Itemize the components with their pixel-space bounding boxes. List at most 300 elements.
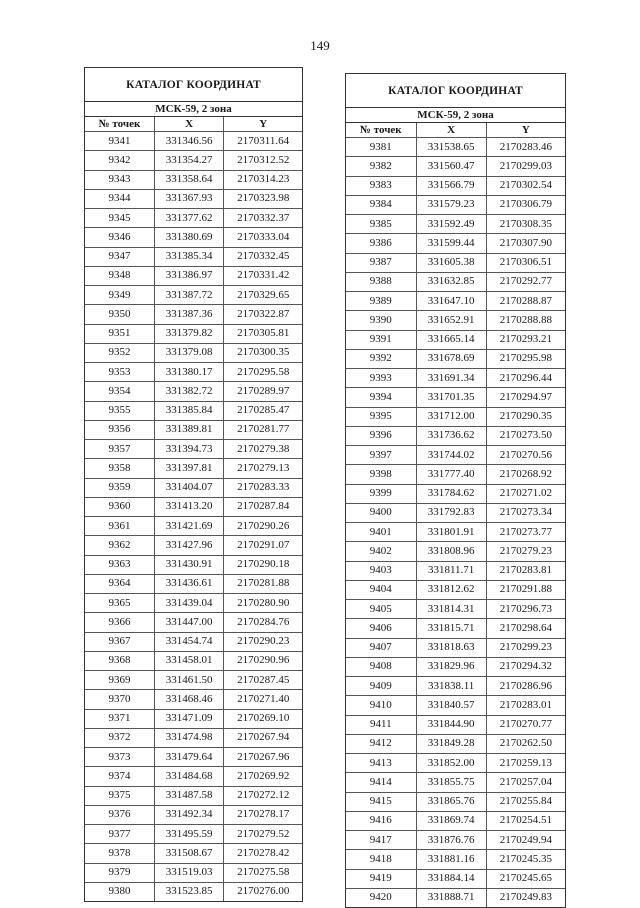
point-number-cell: 9405: [346, 600, 416, 619]
point-number-cell: 9349: [85, 286, 154, 305]
y-coordinate-cell: 2170269.10: [224, 709, 302, 728]
y-coordinate-cell: 2170302.54: [486, 176, 565, 195]
x-coordinate-cell: 331474.98: [154, 728, 223, 747]
y-coordinate-cell: 2170295.58: [224, 363, 302, 382]
catalog-zone: МСК-59, 2 зона: [346, 108, 565, 123]
point-number-cell: 9357: [85, 440, 154, 459]
x-coordinate-cell: 331454.74: [154, 632, 223, 651]
point-number-cell: 9350: [85, 305, 154, 324]
table-row: [85, 844, 302, 863]
x-coordinate-cell: 331818.63: [416, 638, 486, 657]
y-coordinate-cell: 2170283.46: [486, 138, 565, 157]
x-coordinate-cell: 331484.68: [154, 767, 223, 786]
point-number-cell: 9385: [346, 215, 416, 234]
table-row: [346, 311, 565, 330]
table-row: [85, 363, 302, 382]
y-coordinate-cell: 2170259.13: [486, 754, 565, 773]
table-row: [346, 792, 565, 811]
x-coordinate-cell: 331436.61: [154, 574, 223, 593]
y-coordinate-cell: 2170249.83: [486, 888, 565, 907]
table-row: [346, 503, 565, 522]
x-coordinate-cell: 331447.00: [154, 613, 223, 632]
table-row: [346, 330, 565, 349]
table-row: [85, 767, 302, 786]
table-row: [346, 580, 565, 599]
x-coordinate-cell: 331479.64: [154, 748, 223, 767]
y-coordinate-cell: 2170322.87: [224, 305, 302, 324]
point-number-cell: 9390: [346, 311, 416, 330]
point-number-cell: 9409: [346, 677, 416, 696]
y-coordinate-cell: 2170276.00: [224, 882, 302, 901]
x-coordinate-cell: 331427.96: [154, 536, 223, 555]
catalog-zone: МСК-59, 2 зона: [85, 102, 302, 117]
table-row: [346, 292, 565, 311]
point-number-cell: 9389: [346, 292, 416, 311]
point-number-cell: 9344: [85, 189, 154, 208]
x-coordinate-cell: 331605.38: [416, 253, 486, 272]
x-coordinate-cell: 331379.82: [154, 324, 223, 343]
table-row: [346, 349, 565, 368]
point-number-cell: 9408: [346, 657, 416, 676]
y-coordinate-cell: 2170284.76: [224, 613, 302, 632]
point-number-cell: 9367: [85, 632, 154, 651]
x-coordinate-cell: 331471.09: [154, 709, 223, 728]
point-number-cell: 9346: [85, 228, 154, 247]
point-number-cell: 9371: [85, 709, 154, 728]
point-number-cell: 9418: [346, 850, 416, 869]
x-coordinate-cell: 331881.16: [416, 850, 486, 869]
x-coordinate-cell: 331413.20: [154, 497, 223, 516]
point-number-cell: 9365: [85, 594, 154, 613]
y-coordinate-cell: 2170293.21: [486, 330, 565, 349]
x-coordinate-cell: 331386.97: [154, 266, 223, 285]
table-row: [346, 426, 565, 445]
point-number-cell: 9354: [85, 382, 154, 401]
x-coordinate-cell: 331678.69: [416, 349, 486, 368]
point-number-cell: 9400: [346, 503, 416, 522]
y-coordinate-cell: 2170288.88: [486, 311, 565, 330]
y-coordinate-cell: 2170278.42: [224, 844, 302, 863]
table-row: [85, 478, 302, 497]
y-coordinate-cell: 2170314.23: [224, 170, 302, 189]
x-coordinate-cell: 331876.76: [416, 831, 486, 850]
table-row: [346, 195, 565, 214]
x-coordinate-cell: 331865.76: [416, 792, 486, 811]
x-coordinate-cell: 331812.62: [416, 580, 486, 599]
point-number-cell: 9353: [85, 363, 154, 382]
point-number-cell: 9369: [85, 671, 154, 690]
table-row: [85, 574, 302, 593]
x-coordinate-cell: 331829.96: [416, 657, 486, 676]
table-row: [346, 542, 565, 561]
y-coordinate-cell: 2170281.88: [224, 574, 302, 593]
x-coordinate-cell: 331744.02: [416, 446, 486, 465]
x-coordinate-cell: 331382.72: [154, 382, 223, 401]
x-coordinate-cell: 331394.73: [154, 440, 223, 459]
x-coordinate-cell: 331495.59: [154, 825, 223, 844]
point-number-cell: 9376: [85, 805, 154, 824]
table-body: [85, 132, 302, 902]
y-coordinate-cell: 2170273.50: [486, 426, 565, 445]
point-number-cell: 9375: [85, 786, 154, 805]
y-coordinate-cell: 2170280.90: [224, 594, 302, 613]
x-coordinate-cell: 331840.57: [416, 696, 486, 715]
x-coordinate-cell: 331538.65: [416, 138, 486, 157]
x-coordinate-cell: 331777.40: [416, 465, 486, 484]
y-coordinate-cell: 2170291.88: [486, 580, 565, 599]
table-row: [85, 863, 302, 882]
y-coordinate-cell: 2170279.52: [224, 825, 302, 844]
y-coordinate-cell: 2170245.65: [486, 869, 565, 888]
y-coordinate-cell: 2170270.77: [486, 715, 565, 734]
point-number-cell: 9391: [346, 330, 416, 349]
x-coordinate-cell: 331855.75: [416, 773, 486, 792]
point-number-cell: 9419: [346, 869, 416, 888]
coordinate-catalog-left: [84, 67, 303, 902]
table-row: [85, 132, 302, 151]
y-coordinate-cell: 2170289.97: [224, 382, 302, 401]
y-coordinate-cell: 2170332.37: [224, 209, 302, 228]
x-coordinate-cell: 331560.47: [416, 157, 486, 176]
header-x: X: [416, 123, 486, 138]
x-coordinate-cell: 331884.14: [416, 869, 486, 888]
table-row: [346, 869, 565, 888]
table-row: [85, 517, 302, 536]
point-number-cell: 9413: [346, 754, 416, 773]
table-row: [346, 138, 565, 157]
table-row: [85, 825, 302, 844]
x-coordinate-cell: 331421.69: [154, 517, 223, 536]
table-row: [85, 324, 302, 343]
y-coordinate-cell: 2170300.35: [224, 343, 302, 362]
table-row: [85, 459, 302, 478]
y-coordinate-cell: 2170311.64: [224, 132, 302, 151]
point-number-cell: 9397: [346, 446, 416, 465]
point-number-cell: 9356: [85, 420, 154, 439]
y-coordinate-cell: 2170285.47: [224, 401, 302, 420]
point-number-cell: 9415: [346, 792, 416, 811]
point-number-cell: 9393: [346, 369, 416, 388]
table-row: [85, 382, 302, 401]
table-header-row: [85, 117, 302, 132]
point-number-cell: 9417: [346, 831, 416, 850]
point-number-cell: 9398: [346, 465, 416, 484]
y-coordinate-cell: 2170278.17: [224, 805, 302, 824]
point-number-cell: 9358: [85, 459, 154, 478]
table-row: [85, 170, 302, 189]
point-number-cell: 9379: [85, 863, 154, 882]
table-row: [85, 690, 302, 709]
y-coordinate-cell: 2170268.92: [486, 465, 565, 484]
table-row: [346, 773, 565, 792]
table-row: [346, 253, 565, 272]
point-number-cell: 9355: [85, 401, 154, 420]
table-row: [85, 748, 302, 767]
y-coordinate-cell: 2170287.84: [224, 497, 302, 516]
y-coordinate-cell: 2170306.79: [486, 195, 565, 214]
y-coordinate-cell: 2170257.04: [486, 773, 565, 792]
point-number-cell: 9416: [346, 811, 416, 830]
x-coordinate-cell: 331354.27: [154, 151, 223, 170]
x-coordinate-cell: 331566.79: [416, 176, 486, 195]
point-number-cell: 9366: [85, 613, 154, 632]
point-number-cell: 9395: [346, 407, 416, 426]
table-row: [346, 734, 565, 753]
x-coordinate-cell: 331784.62: [416, 484, 486, 503]
x-coordinate-cell: 331387.72: [154, 286, 223, 305]
table-row: [85, 266, 302, 285]
x-coordinate-cell: 331458.01: [154, 651, 223, 670]
x-coordinate-cell: 331397.81: [154, 459, 223, 478]
x-coordinate-cell: 331519.03: [154, 863, 223, 882]
x-coordinate-cell: 331852.00: [416, 754, 486, 773]
table-row: [85, 728, 302, 747]
y-coordinate-cell: 2170290.96: [224, 651, 302, 670]
y-coordinate-cell: 2170294.32: [486, 657, 565, 676]
table-row: [85, 709, 302, 728]
y-coordinate-cell: 2170290.35: [486, 407, 565, 426]
y-coordinate-cell: 2170275.58: [224, 863, 302, 882]
y-coordinate-cell: 2170279.23: [486, 542, 565, 561]
y-coordinate-cell: 2170288.87: [486, 292, 565, 311]
coordinate-catalog-right: [345, 73, 566, 908]
y-coordinate-cell: 2170299.23: [486, 638, 565, 657]
y-coordinate-cell: 2170272.12: [224, 786, 302, 805]
y-coordinate-cell: 2170294.97: [486, 388, 565, 407]
table-row: [85, 786, 302, 805]
y-coordinate-cell: 2170283.81: [486, 561, 565, 580]
table-row: [85, 343, 302, 362]
x-coordinate-cell: 331523.85: [154, 882, 223, 901]
x-coordinate-cell: 331492.34: [154, 805, 223, 824]
table-row: [85, 594, 302, 613]
point-number-cell: 9382: [346, 157, 416, 176]
table-row: [346, 234, 565, 253]
y-coordinate-cell: 2170273.77: [486, 523, 565, 542]
y-coordinate-cell: 2170271.02: [486, 484, 565, 503]
table-row: [346, 157, 565, 176]
point-number-cell: 9384: [346, 195, 416, 214]
point-number-cell: 9407: [346, 638, 416, 657]
x-coordinate-cell: 331379.08: [154, 343, 223, 362]
table-row: [85, 555, 302, 574]
y-coordinate-cell: 2170245.35: [486, 850, 565, 869]
x-coordinate-cell: 331592.49: [416, 215, 486, 234]
y-coordinate-cell: 2170290.26: [224, 517, 302, 536]
point-number-cell: 9352: [85, 343, 154, 362]
x-coordinate-cell: 331377.62: [154, 209, 223, 228]
point-number-cell: 9363: [85, 555, 154, 574]
point-number-cell: 9377: [85, 825, 154, 844]
x-coordinate-cell: 331652.91: [416, 311, 486, 330]
x-coordinate-cell: 331468.46: [154, 690, 223, 709]
x-coordinate-cell: 331358.64: [154, 170, 223, 189]
table-row: [85, 882, 302, 901]
table-row: [346, 638, 565, 657]
header-y: Y: [224, 117, 302, 132]
table-header-row: [346, 123, 565, 138]
x-coordinate-cell: 331888.71: [416, 888, 486, 907]
table-row: [346, 677, 565, 696]
point-number-cell: 9387: [346, 253, 416, 272]
point-number-cell: 9360: [85, 497, 154, 516]
x-coordinate-cell: 331367.93: [154, 189, 223, 208]
x-coordinate-cell: 331387.36: [154, 305, 223, 324]
table-row: [346, 600, 565, 619]
x-coordinate-cell: 331691.34: [416, 369, 486, 388]
table-row: [85, 613, 302, 632]
table-row: [346, 811, 565, 830]
point-number-cell: 9401: [346, 523, 416, 542]
table-row: [346, 561, 565, 580]
table-row: [346, 272, 565, 291]
x-coordinate-cell: 331487.58: [154, 786, 223, 805]
y-coordinate-cell: 2170292.77: [486, 272, 565, 291]
point-number-cell: 9378: [85, 844, 154, 863]
table-body: [346, 138, 565, 908]
page-number: 149: [310, 38, 330, 53]
x-coordinate-cell: 331849.28: [416, 734, 486, 753]
table-row: [85, 401, 302, 420]
point-number-cell: 9406: [346, 619, 416, 638]
point-number-cell: 9392: [346, 349, 416, 368]
table-row: [85, 420, 302, 439]
table-row: [346, 369, 565, 388]
point-number-cell: 9362: [85, 536, 154, 555]
point-number-cell: 9380: [85, 882, 154, 901]
x-coordinate-cell: 331811.71: [416, 561, 486, 580]
table-row: [346, 850, 565, 869]
point-number-cell: 9383: [346, 176, 416, 195]
x-coordinate-cell: 331815.71: [416, 619, 486, 638]
y-coordinate-cell: 2170312.52: [224, 151, 302, 170]
point-number-cell: 9374: [85, 767, 154, 786]
x-coordinate-cell: 331380.69: [154, 228, 223, 247]
x-coordinate-cell: 331430.91: [154, 555, 223, 574]
y-coordinate-cell: 2170283.01: [486, 696, 565, 715]
y-coordinate-cell: 2170299.03: [486, 157, 565, 176]
catalog-title: КАТАЛОГ КООРДИНАТ: [85, 68, 302, 102]
x-coordinate-cell: 331461.50: [154, 671, 223, 690]
y-coordinate-cell: 2170305.81: [224, 324, 302, 343]
point-number-cell: 9343: [85, 170, 154, 189]
table-row: [85, 632, 302, 651]
catalog-title: КАТАЛОГ КООРДИНАТ: [346, 74, 565, 108]
y-coordinate-cell: 2170306.51: [486, 253, 565, 272]
point-number-cell: 9420: [346, 888, 416, 907]
y-coordinate-cell: 2170286.96: [486, 677, 565, 696]
table-row: [85, 151, 302, 170]
y-coordinate-cell: 2170331.42: [224, 266, 302, 285]
x-coordinate-cell: 331792.83: [416, 503, 486, 522]
point-number-cell: 9402: [346, 542, 416, 561]
x-coordinate-cell: 331869.74: [416, 811, 486, 830]
y-coordinate-cell: 2170267.94: [224, 728, 302, 747]
y-coordinate-cell: 2170290.23: [224, 632, 302, 651]
y-coordinate-cell: 2170291.07: [224, 536, 302, 555]
x-coordinate-cell: 331814.31: [416, 600, 486, 619]
point-number-cell: 9370: [85, 690, 154, 709]
y-coordinate-cell: 2170333.04: [224, 228, 302, 247]
y-coordinate-cell: 2170279.13: [224, 459, 302, 478]
header-x: X: [154, 117, 223, 132]
x-coordinate-cell: 331599.44: [416, 234, 486, 253]
point-number-cell: 9345: [85, 209, 154, 228]
y-coordinate-cell: 2170283.33: [224, 478, 302, 497]
point-number-cell: 9396: [346, 426, 416, 445]
y-coordinate-cell: 2170307.90: [486, 234, 565, 253]
table-row: [346, 465, 565, 484]
point-number-cell: 9373: [85, 748, 154, 767]
y-coordinate-cell: 2170273.34: [486, 503, 565, 522]
table-row: [85, 805, 302, 824]
point-number-cell: 9399: [346, 484, 416, 503]
table-row: [85, 651, 302, 670]
y-coordinate-cell: 2170254.51: [486, 811, 565, 830]
y-coordinate-cell: 2170255.84: [486, 792, 565, 811]
table-row: [85, 671, 302, 690]
y-coordinate-cell: 2170287.45: [224, 671, 302, 690]
x-coordinate-cell: 331439.04: [154, 594, 223, 613]
x-coordinate-cell: 331647.10: [416, 292, 486, 311]
x-coordinate-cell: 331385.34: [154, 247, 223, 266]
point-number-cell: 9410: [346, 696, 416, 715]
point-number-cell: 9342: [85, 151, 154, 170]
y-coordinate-cell: 2170249.94: [486, 831, 565, 850]
x-coordinate-cell: 331508.67: [154, 844, 223, 863]
point-number-cell: 9368: [85, 651, 154, 670]
x-coordinate-cell: 331404.07: [154, 478, 223, 497]
table-row: [346, 619, 565, 638]
table-row: [85, 305, 302, 324]
table-row: [85, 497, 302, 516]
coordinate-table: [85, 117, 302, 901]
header-y: Y: [486, 123, 565, 138]
table-row: [85, 247, 302, 266]
table-row: [346, 523, 565, 542]
table-row: [346, 176, 565, 195]
header-point-number: № точек: [346, 123, 416, 138]
point-number-cell: 9372: [85, 728, 154, 747]
table-row: [85, 228, 302, 247]
coordinate-table: [346, 123, 565, 907]
point-number-cell: 9351: [85, 324, 154, 343]
x-coordinate-cell: 331736.62: [416, 426, 486, 445]
header-point-number: № точек: [85, 117, 154, 132]
x-coordinate-cell: 331712.00: [416, 407, 486, 426]
point-number-cell: 9348: [85, 266, 154, 285]
point-number-cell: 9412: [346, 734, 416, 753]
x-coordinate-cell: 331808.96: [416, 542, 486, 561]
x-coordinate-cell: 331579.23: [416, 195, 486, 214]
table-row: [85, 209, 302, 228]
point-number-cell: 9364: [85, 574, 154, 593]
table-row: [346, 215, 565, 234]
x-coordinate-cell: 331801.91: [416, 523, 486, 542]
y-coordinate-cell: 2170279.38: [224, 440, 302, 459]
table-row: [346, 484, 565, 503]
x-coordinate-cell: 331385.84: [154, 401, 223, 420]
x-coordinate-cell: 331632.85: [416, 272, 486, 291]
x-coordinate-cell: 331838.11: [416, 677, 486, 696]
y-coordinate-cell: 2170290.18: [224, 555, 302, 574]
x-coordinate-cell: 331844.90: [416, 715, 486, 734]
y-coordinate-cell: 2170295.98: [486, 349, 565, 368]
y-coordinate-cell: 2170269.92: [224, 767, 302, 786]
table-row: [346, 888, 565, 907]
point-number-cell: 9359: [85, 478, 154, 497]
point-number-cell: 9347: [85, 247, 154, 266]
